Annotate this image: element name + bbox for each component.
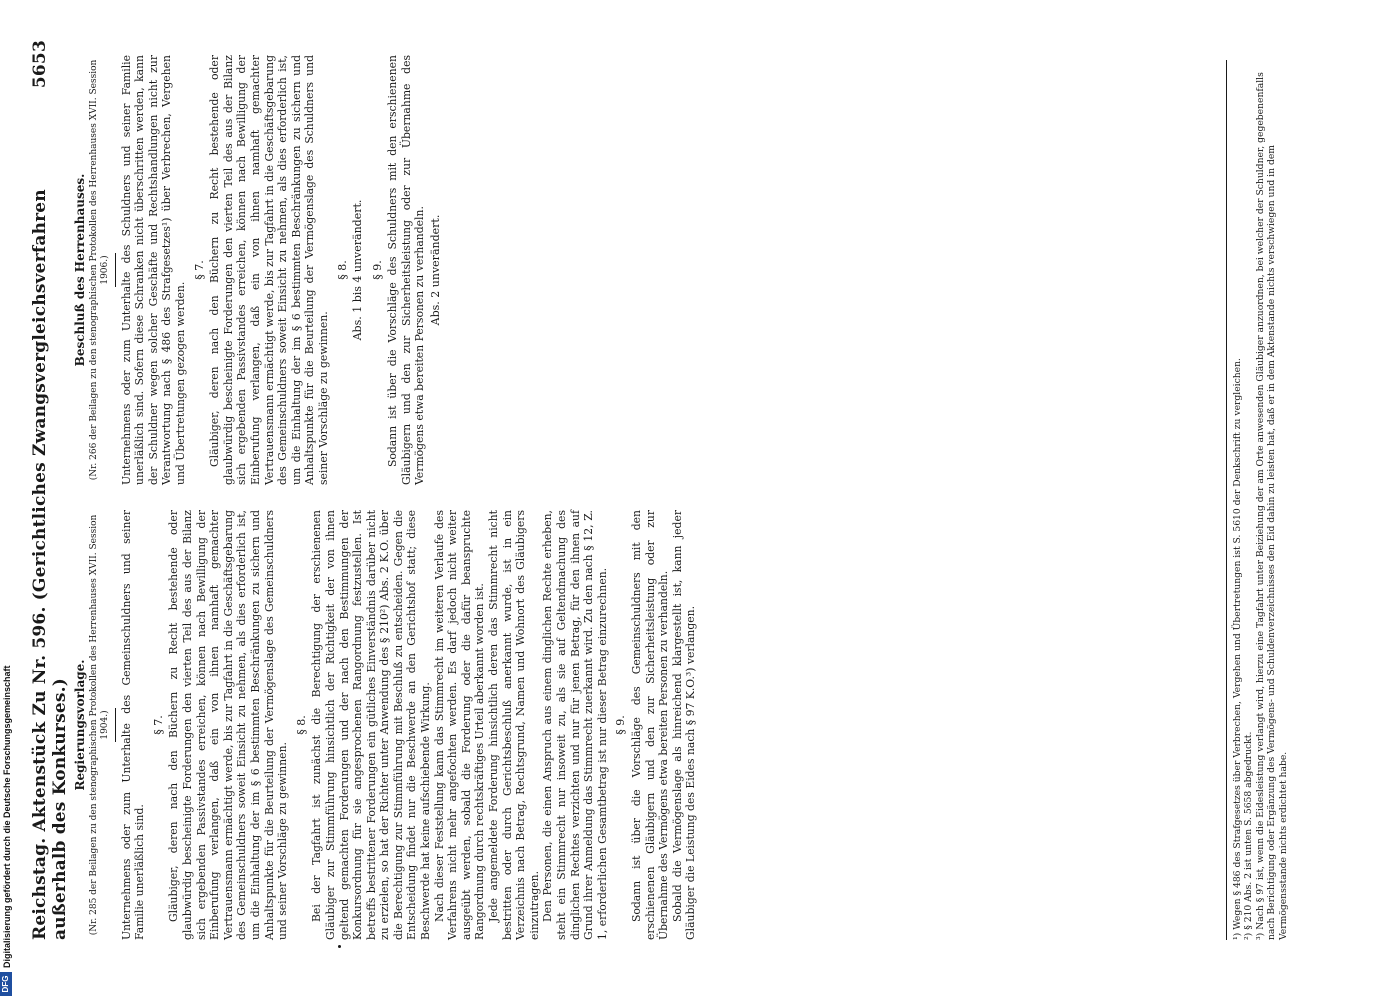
running-title: Reichstag. Aktenstück Zu Nr. 596. (Gerichtliches Zwangsvergleichsverfahren außerhalb des Konkurses.) (30, 189, 70, 940)
footnotes (1232, 60, 1289, 940)
divider (115, 708, 116, 742)
left-section-9-para-1: Sodann ist über die Vorschläge des Gemeinschuldners mit den erschienenen Gläubigern und den zur Sicherheitsleistung oder zur Übernahme des Vermögens etwa bereiten Personen zu verhandeln. (629, 510, 671, 940)
left-column-subtitle: (Nr. 285 der Beilagen zu den stenographischen Protokollen des Herrenhauses XVII. Session 1904.) (88, 514, 110, 936)
right-section-7-heading: § 7. (192, 260, 206, 280)
right-section-9-note: Abs. 2 unverändert. (429, 214, 443, 326)
left-section-8-para-2: Nach dieser Feststellung kann das Stimmrecht im weiteren Verlaufe des Verfahrens nicht mehr angefochten werden. Es darf jedoch nicht weiter ausgeübt werden, sobald die Forderung oder die dafür beanspruchte Rangordnung durch rechtskräftiges Urteil aberkannt worden ist. (432, 510, 487, 940)
left-section-9-para-2: Sobald die Vermögenslage als hinreichend klargestellt ist, kann jeder Gläubiger die Leistung des Eides nach § 97 K.O.³) verlangen. (670, 510, 698, 940)
right-section-9-heading: § 9. (370, 260, 384, 280)
right-intro: Unternehmens oder zum Unterhalte des Schuldners und seiner Familie unerläßlich sind. Sofern diese Schranken nicht überschritten werden, kann der Schuldner wegen solcher Geschäfte und Rechtshandlungen nicht zur Verantwortung nach § 486 des Strafgesetzes¹) über Verbrechen, Vergehen und Übertretungen gezogen werden. (119, 55, 187, 485)
footnote-rule (1226, 60, 1227, 940)
left-column-title: Regierungsvorlage. (73, 659, 87, 791)
footnote-2: ²) § 210 Abs. 2 ist unten S. 5658 abgedruckt. (1243, 731, 1255, 940)
left-intro: Unternehmens oder zum Unterhalte des Gemeinschuldners und seiner Familie unerläßlich sind. (119, 510, 147, 940)
footnote-3: ³) Nach § 97 ist, wenn die Eidesleistung verlangt wird, hierzu eine Tagfahrt unter Beiziehung der am Orte anwesenden Gläubiger anzuordnen, bei welcher der Schuldner, gegebenenfalls nach Berichtigung oder Ergänzung des Vermögens- und Schuldenverzeichnisses den Eid dahin zu leisten hat, daß er in dem Aktenstande nichts verschwiegen und in dem Vermögensstande nichts erdichtet habe. (1254, 72, 1289, 940)
page-header (30, 40, 70, 940)
divider (115, 253, 116, 287)
left-section-8-para-1: Bei der Tagfahrt ist zunächst die Berechtigung der erschienenen Gläubiger zur Stimmführung hinsichtlich der Richtigkeit der von ihnen geltend gemachten Forderungen und der nach den Bestimmungen der Konkursordnung für sie angesprochenen Rangordnung festzustellen. Ist betreffs bestrittener Forderungen ein gütliches Einverständnis darüber nicht zu erzielen, so hat der Richter unter Anwendung des § 210²) Abs. 2 K.O. über die Berechtigung zur Stimmführung mit Beschluß zu entscheiden. Gegen die Entscheidung findet nur die Beschwerde an den Gerichtshof statt; diese Beschwerde hat keine aufschiebende Wirkung. (310, 510, 433, 940)
digitization-acknowledgement: Digitalisierung gefördert durch die Deutsche Forschungsgemeinschaft (2, 665, 12, 968)
right-column-title: Beschluß des Herrenhauses. (73, 173, 87, 367)
margin-mark (338, 945, 341, 948)
right-section-7-text: Gläubiger, deren nach den Büchern zu Recht bestehende oder glaubwürdig bescheinigte Forderungen den vierten Teil des aus der Bilanz sich ergebenden Passivstandes erreichen, können nach Bewilligung der Einberufung verlangen, daß ein von ihnen namhaft gemachter Vertrauensmann ermächtigt werde, bis zur Tagfahrt in die Geschäftsgebarung des Gemeinschuldners soweit Einsicht zu nehmen, als dies erforderlich ist, um die Einhaltung der im § 6 bestimmten Beschränkungen zu sichern und Anhaltspunkte für die Beurteilung der Vermögenslage des Schuldners und seiner Vorschläge zu gewinnen. (208, 55, 330, 485)
left-section-7-text: Gläubiger, deren nach den Büchern zu Recht bestehende oder glaubwürdig bescheinigte Forderungen den vierten Teil des aus der Bilanz sich ergebenden Passivstandes erreichen, können nach Bewilligung der Einberufung verlangen, daß ein von ihnen namhaft gemachter Vertrauensmann ermächtigt werde, bis zur Tagfahrt in die Geschäftsgebarung des Gemeinschuldners soweit Einsicht zu nehmen, als dies erforderlich ist, um die Einhaltung der im § 6 bestimmten Beschränkungen zu sichern und Anhaltspunkte für die Beurteilung der Vermögenslage des Gemeinschuldners und seiner Vorschläge zu gewinnen. (167, 510, 290, 940)
page-number: 5653 (30, 40, 50, 89)
right-section-9-para-1: Sodann ist über die Vorschläge des Schuldners mit den erschienenen Gläubigern und den zur Sicherheitsleistung oder zur Übernahme des Vermögens etwa bereiten Personen zu verhandeln. (386, 55, 427, 485)
left-section-9-heading: § 9. (614, 715, 628, 735)
right-column (72, 55, 449, 485)
left-column (72, 510, 698, 940)
left-section-7-heading: § 7. (151, 715, 165, 735)
right-section-8-note: Abs. 1 bis 4 unverändert. (351, 199, 365, 341)
dfg-logo: DFG (0, 972, 12, 996)
right-column-subtitle: (Nr. 266 der Beilagen zu den stenographischen Protokollen des Herrenhauses XVII. Session 1906.) (88, 59, 110, 481)
left-section-8-para-3: Jede angemeldete Forderung hinsichtlich deren das Stimmrecht nicht bestritten oder durch Gerichtsbeschluß anerkannt wurde, ist in ein Verzeichnis nach Betrag, Rechtsgrund, Namen und Wohnort des Gläubigers einzutragen. (487, 510, 541, 940)
left-section-8-heading: § 8. (294, 715, 308, 735)
left-section-8-para-4: Den Personen, die einen Anspruch aus einem dinglichen Rechte erheben, steht ein Stimmrecht nur insoweit zu, als sie auf Geltendmachung des dinglichen Rechtes verzichten und nur für jenen Betrag, für den ihnen auf Grund ihrer Anmeldung das Stimmrecht zuerkannt wird. Zu den nach § 12, Z. 1, erforderlichen Gesamtbetrag ist nur dieser Betrag einzurechnen. (541, 510, 609, 940)
footnote-1: ¹) Wegen § 486 des Strafgesetzes über Verbrechen, Vergehen und Übertretungen ist S. 5610 der Denkschrift zu vergleichen. (1232, 358, 1243, 940)
digitization-footer (0, 0, 14, 1000)
right-section-8-heading: § 8. (335, 260, 349, 280)
